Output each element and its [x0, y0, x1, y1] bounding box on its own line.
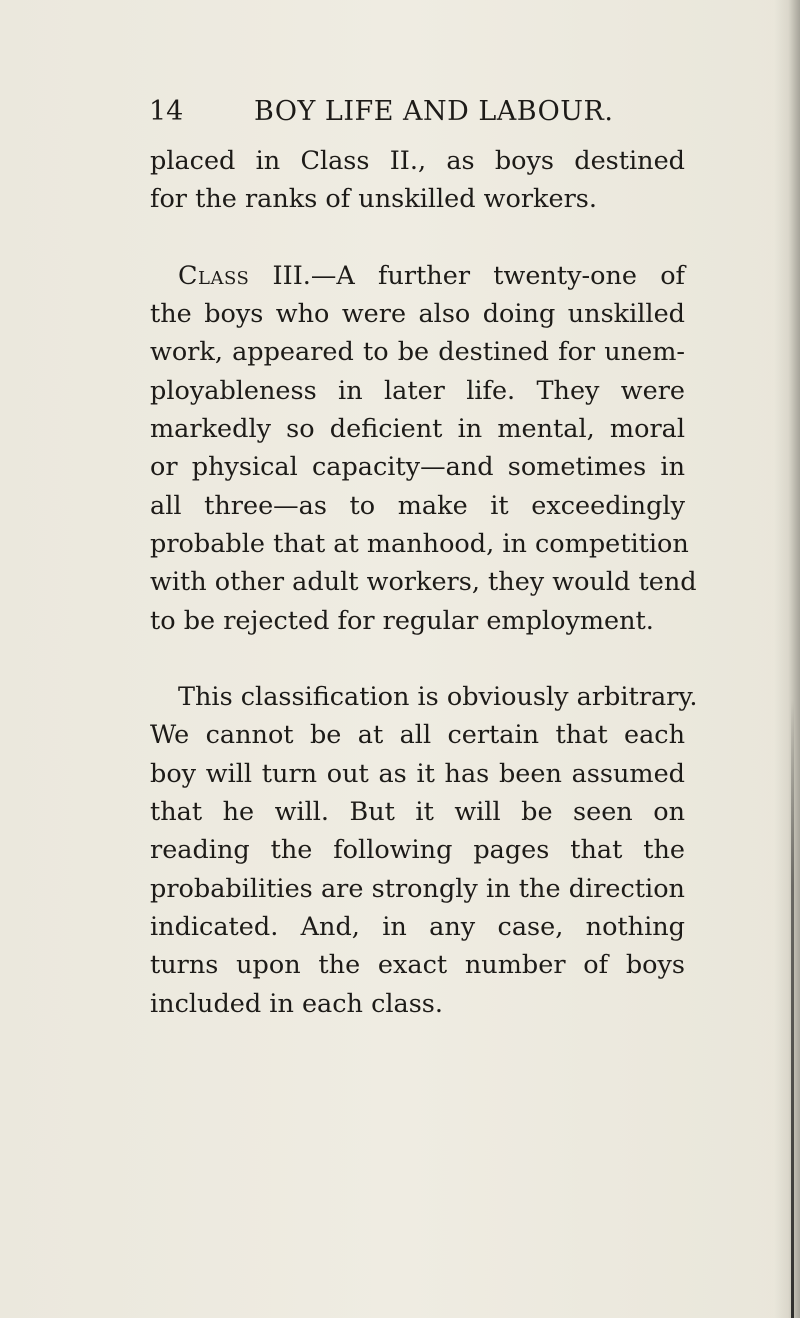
- paragraph-gap: [150, 219, 685, 257]
- text-line: the boys who were also doing unskilled: [150, 299, 685, 330]
- paragraph-gap: [150, 640, 685, 678]
- text-line: all three—as to make it exceedingly: [150, 490, 685, 521]
- text-line: ployableness in later life. They were: [150, 375, 685, 406]
- paragraph: [150, 678, 698, 1023]
- page-header: [149, 96, 614, 136]
- page-number: 14: [149, 96, 184, 127]
- class-heading: Class: [178, 260, 250, 291]
- text-line: included in each class.: [150, 988, 443, 1019]
- text-line: probable that at manhood, in competition: [150, 528, 689, 559]
- text-line: with other adult workers, they would tend: [150, 567, 697, 598]
- text-line: We cannot be at all certain that each: [150, 720, 685, 751]
- text-line: work, appeared to be destined for unem-: [150, 337, 685, 368]
- text-line: indicated. And, in any case, nothing: [150, 911, 685, 942]
- text-line: [150, 257, 685, 295]
- text-line: reading the following pages that the: [150, 835, 685, 866]
- text-line: or physical capacity—and sometimes in: [150, 452, 685, 483]
- text-line: to be rejected for regular employment.: [150, 605, 654, 636]
- text-line-rest: III.—A further twenty-one of: [249, 260, 685, 291]
- paragraph: [150, 257, 697, 640]
- text-line: placed in Class II., as boys destined: [150, 146, 685, 176]
- running-head: BOY LIFE AND LABOUR.: [254, 96, 614, 127]
- text-line: that he will. But it will be seen on: [150, 797, 685, 828]
- text-line: probabilities are strongly in the direction: [150, 873, 685, 904]
- page-edge-line: [791, 700, 794, 1318]
- body-text: [150, 142, 698, 1023]
- paragraph: [150, 142, 685, 219]
- text-line: boy will turn out as it has been assumed: [150, 758, 685, 789]
- text-line: turns upon the exact number of boys: [150, 950, 685, 981]
- page-edge-shadow: [774, 0, 800, 1318]
- text-line: This classification is obviously arbitrary.: [178, 682, 698, 713]
- text-line: for the ranks of unskilled workers.: [150, 184, 597, 215]
- text-line: markedly so deficient in mental, moral: [150, 414, 685, 445]
